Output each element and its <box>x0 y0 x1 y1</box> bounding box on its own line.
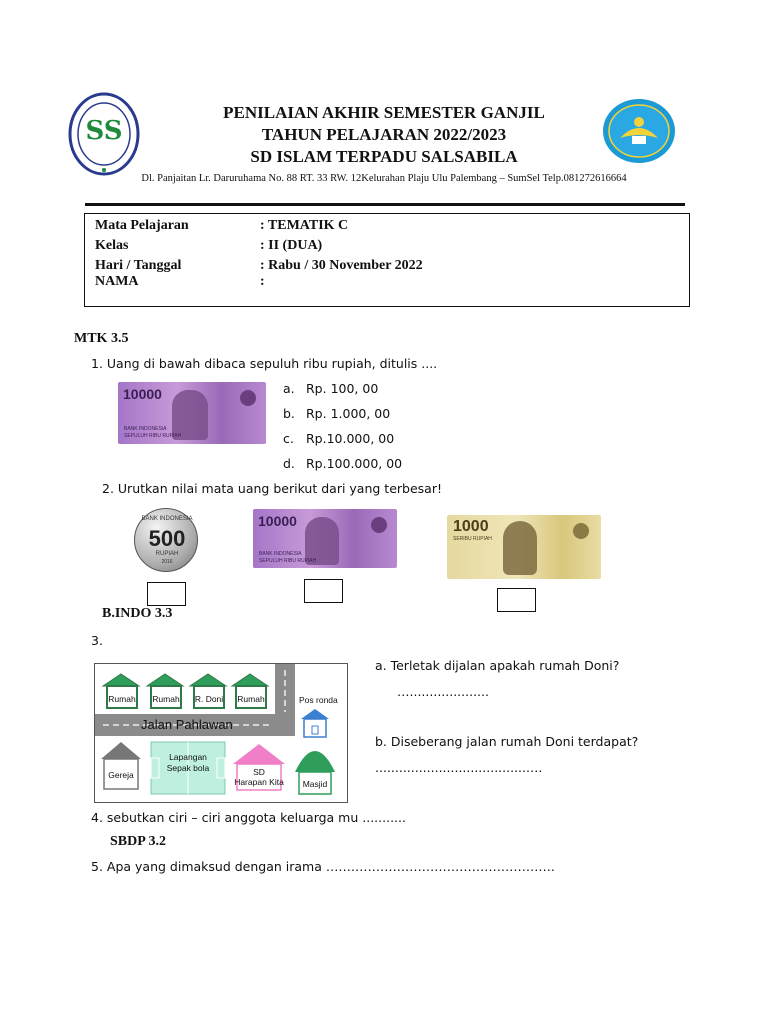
order-answer-box-2[interactable] <box>304 579 343 603</box>
question-3b: b. Diseberang jalan rumah Doni terdapat? <box>375 734 639 749</box>
option-b-text: Rp. 1.000, 00 <box>306 406 391 421</box>
question-4: 4. sebutkan ciri – ciri anggota keluarga mu ........... <box>91 810 406 825</box>
option-b-letter: b. <box>283 406 295 421</box>
coin-bottom-text: RUPIAH <box>155 551 179 557</box>
question-3b-answer[interactable]: .......................................… <box>375 760 543 775</box>
question-3: 3. <box>91 633 103 648</box>
coin-500 <box>134 508 198 572</box>
garuda-emblem <box>371 517 387 533</box>
sbdp-heading: SBDP 3.2 <box>110 834 167 849</box>
option-c-letter: c. <box>283 431 294 446</box>
option-a-text: Rp. 100, 00 <box>306 381 379 396</box>
coin-year: 2016 <box>161 559 173 565</box>
banknote-words: SERIBU RUPIAH <box>453 536 492 542</box>
banknote-number: 10000 <box>258 513 297 529</box>
house-label-2: Rumah <box>152 694 180 704</box>
question-5: 5. Apa yang dimaksud dengan irama ………………………………………………. <box>91 859 555 874</box>
coin-top-text: BANK INDONESIA <box>141 516 193 522</box>
school-year: TAHUN PELAJARAN 2022/2023 <box>261 125 507 144</box>
question-2: 2. Urutkan nilai mata uang berikut dari yang terbesar! <box>102 481 442 496</box>
mosque-label: Masjid <box>302 779 328 789</box>
name-label: NAMA <box>95 274 139 289</box>
question-3a: a. Terletak dijalan apakah rumah Doni? <box>375 658 620 673</box>
question-3a-answer[interactable]: ….................... <box>397 684 489 699</box>
coin-number: 500 <box>148 526 186 551</box>
banknote-10000-order <box>253 509 397 568</box>
street-label: Jalan Pahlawan <box>141 717 233 732</box>
header-divider <box>85 203 685 206</box>
banknote-bank: BANK INDONESIA <box>259 551 302 557</box>
order-answer-box-1[interactable] <box>147 582 186 606</box>
option-a-letter: a. <box>283 381 295 396</box>
neighborhood-map <box>94 663 348 803</box>
house-label-doni: R. Doni <box>194 694 224 704</box>
garuda-emblem <box>573 523 589 539</box>
subject-value: : TEMATIK C <box>260 218 349 233</box>
banknote-1000 <box>447 515 601 579</box>
class-label: Kelas <box>95 238 129 253</box>
svg-text:SS: SS <box>85 116 123 146</box>
banknote-number: 1000 <box>453 518 489 535</box>
option-c-text: Rp.10.000, 00 <box>306 431 395 446</box>
pos-ronda-label: Pos ronda <box>299 695 338 705</box>
banknote-bank: BANK INDONESIA <box>124 426 167 432</box>
date-label: Hari / Tanggal <box>95 258 182 273</box>
option-d-letter: d. <box>283 456 295 471</box>
banknote-number: 10000 <box>123 386 162 402</box>
house-label-1: Rumah <box>108 694 136 704</box>
field-label: Lapangan Sepak bola <box>166 752 210 773</box>
house-label-4: Rumah <box>237 694 265 704</box>
banknote-words: SEPULUH RIBU RUPIAH <box>259 558 317 564</box>
school-label-2: Harapan Kita <box>234 777 284 787</box>
school-name: SD ISLAM TERPADU SALSABILA <box>250 147 518 166</box>
banknote-words: SEPULUH RIBU RUPIAH <box>124 433 182 439</box>
school-address: Dl. Panjaitan Lr. Daruruhama No. 88 RT. 33 RW. 12Kelurahan Plaju Ulu Palembang – SumSel Telp.081272616664 <box>141 173 627 184</box>
option-d-text: Rp.100.000, 00 <box>306 456 403 471</box>
banknote-portrait <box>503 521 537 575</box>
garuda-emblem <box>240 390 256 406</box>
date-value: : Rabu / 30 November 2022 <box>260 258 423 273</box>
banknote-10000 <box>118 382 266 444</box>
bindo-heading: B.INDO 3.3 <box>102 606 173 621</box>
question-1: 1. Uang di bawah dibaca sepuluh ribu rupiah, ditulis .... <box>91 356 438 371</box>
subject-label: Mata Pelajaran <box>95 218 189 233</box>
exam-title: PENILAIAN AKHIR SEMESTER GANJIL <box>223 103 545 122</box>
church-label: Gereja <box>108 770 134 780</box>
order-answer-box-3[interactable] <box>497 588 536 612</box>
mtk-heading: MTK 3.5 <box>74 331 129 346</box>
class-value: : II (DUA) <box>260 238 323 253</box>
school-label-1: SD <box>253 767 265 777</box>
name-value: : <box>260 274 265 289</box>
tut-wuri-logo <box>602 98 676 164</box>
